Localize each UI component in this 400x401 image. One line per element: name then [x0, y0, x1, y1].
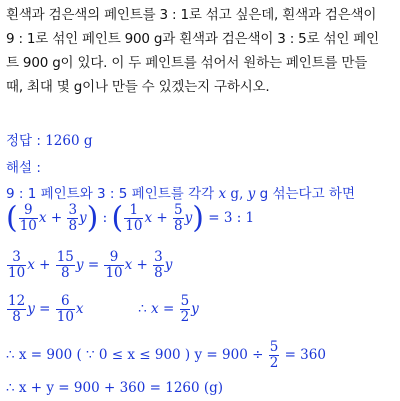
fraction: $\frac{3}{10}$	[8, 249, 26, 281]
fraction: $\frac{5}{2}$	[180, 293, 190, 325]
intro-text-a: 9 : 1 페인트와 3 : 5 페인트를 각각	[6, 186, 215, 202]
problem-line-3: 트 900 g이 있다. 이 두 페인트를 섞어서 원하는 페인트를 만들	[6, 55, 368, 71]
fraction: $\frac{1}{10}$	[125, 202, 143, 234]
answer-label: 정답 :	[6, 133, 41, 149]
fraction: $\frac{3}{8}$	[154, 249, 163, 281]
equation-4	[6, 340, 326, 371]
eq1-rhs: = 3 : 1	[208, 210, 255, 226]
paren-close: )	[86, 200, 99, 236]
fraction: $\frac{5}{2}$	[269, 339, 279, 371]
answer-row	[6, 129, 93, 149]
fraction: $\frac{3}{8}$	[68, 202, 78, 234]
problem-line-2: 9 : 1로 섞인 페인트 900 g과 흰색과 검은색이 3 : 5로 섞인 페인	[6, 31, 379, 47]
equation-5: ∴ x + y = 900 + 360 = 1260 (g)	[6, 380, 224, 396]
equation-2: $\frac{3}{10}$ x + $\frac{15}{8}$ y = $\frac{9}{10}$ x + $\frac{3}{8}$ y	[8, 249, 173, 281]
problem-text	[6, 4, 396, 100]
fraction: $\frac{15}{8}$	[56, 249, 74, 281]
eq4-rhs: = 360	[284, 347, 326, 363]
fraction: $\frac{9}{10}$	[105, 249, 123, 281]
therefore-symbol: ∴	[138, 301, 147, 317]
fraction: $\frac{9}{10}$	[19, 202, 37, 234]
intro-text-b: g 섞는다고 하면	[259, 186, 355, 202]
var-y: y	[247, 186, 256, 202]
problem-line-1: 흰색과 검은색의 페인트를 3 : 1로 섞고 싶은데, 흰색과 검은색이	[6, 7, 377, 23]
fraction: $\frac{5}{8}$	[173, 202, 183, 234]
var-x: x	[218, 186, 227, 202]
solution-label: 해설 :	[6, 160, 41, 176]
paren-open: (	[6, 200, 18, 236]
eq4-text: ∴ x = 900 ( ∵ 0 ≤ x ≤ 900 ) y = 900 ÷	[6, 347, 264, 363]
answer-value: 1260 g	[45, 133, 93, 149]
equation-1: ( $\frac{9}{10}$ x + $\frac{3}{8}$ y) : ( $\frac{1}{10}$ x + $\frac{5}{8}$ y) = 3 : 1	[6, 200, 255, 236]
equation-3: $\frac{12}{8}$ y = $\frac{6}{10}$ x ∴ x = $\frac{5}{2}$ y	[8, 293, 199, 325]
unit-g: g,	[230, 186, 244, 202]
fraction: $\frac{6}{10}$	[56, 293, 74, 325]
solution-intro	[6, 182, 355, 202]
fraction: $\frac{12}{8}$	[8, 293, 26, 325]
problem-line-4: 때, 최대 몇 g이나 만들 수 있겠는지 구하시오.	[6, 79, 270, 95]
